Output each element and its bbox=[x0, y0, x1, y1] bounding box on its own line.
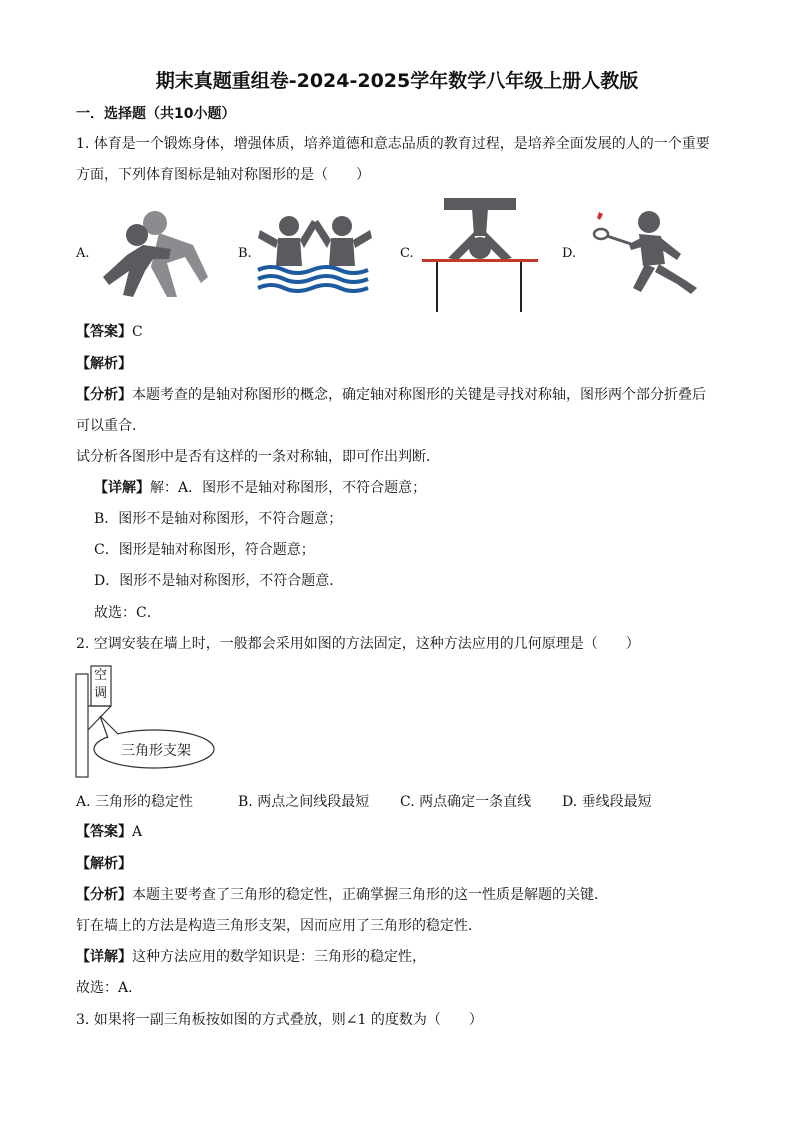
q1-analysis-tag: 【解析】 bbox=[76, 356, 132, 372]
q1-fenxi-text: 本题考查的是轴对称图形的概念，确定轴对称图形的关键是寻找对称轴，图形两个部分折叠后 bbox=[132, 387, 706, 403]
q2-answer bbox=[76, 822, 142, 842]
q1-xiangjie-a bbox=[94, 478, 426, 498]
xiangjie-tag: 【详解】 bbox=[76, 949, 132, 965]
ac-label-char2: 调 bbox=[94, 686, 108, 701]
section-heading: 一．选择题（共10小题） bbox=[76, 106, 236, 122]
handstand-table-icon bbox=[418, 196, 542, 314]
q1-option-c-label: C. bbox=[400, 246, 414, 261]
q2-stem: 2. 空调安装在墙上时，一般都会采用如图的方法固定，这种方法应用的几何原理是（ ） bbox=[76, 636, 640, 652]
q2-option-d: D. 垂线段最短 bbox=[562, 794, 652, 810]
q1-option-d-label: D. bbox=[562, 246, 577, 261]
xiangjie-tag: 【详解】 bbox=[94, 480, 150, 496]
q3-stem: 3. 如果将一副三角板按如图的方式叠放，则∠1 的度数为（ ） bbox=[76, 1012, 483, 1028]
q1-xiangjie-c: C．图形是轴对称图形，符合题意； bbox=[94, 542, 315, 558]
q2-nail-line: 钉在墙上的方法是构造三角形支架，因而应用了三角形的稳定性． bbox=[76, 918, 482, 934]
q1-stem-line2: 方面，下列体育图标是轴对称图形的是（ ） bbox=[76, 167, 370, 183]
wrestling-icon bbox=[93, 205, 223, 300]
q1-answer bbox=[76, 322, 143, 342]
water-polo-icon bbox=[256, 208, 374, 293]
q1-option-a-label: A. bbox=[76, 246, 90, 261]
q2-option-b: B. 两点之间线段最短 bbox=[238, 794, 370, 810]
q1-xiangjie-d: D．图形不是轴对称图形，不符合题意． bbox=[94, 573, 344, 589]
q1-xiangjie-a-text: 解：A．图形不是轴对称图形，不符合题意； bbox=[150, 480, 427, 496]
q1-fenxi-line2: 可以重合． bbox=[76, 418, 146, 434]
answer-tag: 【答案】 bbox=[76, 824, 132, 840]
q2-xiangjie-text: 这种方法应用的数学知识是：三角形的稳定性， bbox=[132, 949, 426, 965]
q2-fenxi-line bbox=[76, 885, 608, 905]
answer-tag: 【答案】 bbox=[76, 324, 132, 340]
bubble-label: 三角形支架 bbox=[121, 743, 191, 759]
badminton-icon bbox=[585, 208, 707, 298]
fenxi-tag: 【分析】 bbox=[76, 387, 132, 403]
q2-answer-value: A bbox=[132, 824, 143, 840]
q2-option-a: A. 三角形的稳定性 bbox=[76, 794, 194, 810]
q2-fenxi-text: 本题主要考查了三角形的稳定性，正确掌握三角形的这一性质是解题的关键． bbox=[132, 887, 608, 903]
q1-fenxi-line1 bbox=[76, 385, 706, 405]
q2-select: 故选：A． bbox=[76, 980, 143, 996]
q1-answer-value: C bbox=[132, 324, 143, 340]
q1-xiangjie-b: B．图形不是轴对称图形，不符合题意； bbox=[94, 511, 343, 527]
ac-label-char1: 空 bbox=[94, 668, 108, 683]
q2-xiangjie-line bbox=[76, 947, 426, 967]
q2-option-c: C. 两点确定一条直线 bbox=[400, 794, 532, 810]
page-title: 期末真题重组卷-2024-2025学年数学八年级上册人教版 bbox=[155, 70, 639, 92]
q1-option-b-label: B. bbox=[238, 246, 252, 261]
q1-stem-line1: 1. 体育是一个锻炼身体，增强体质，培养道德和意志品质的教育过程，是培养全面发展的人的一个重要 bbox=[76, 136, 710, 152]
q1-try-line: 试分析各图形中是否有这样的一条对称轴，即可作出判断． bbox=[76, 449, 440, 465]
fenxi-tag: 【分析】 bbox=[76, 887, 132, 903]
q1-select: 故选：C． bbox=[94, 605, 161, 621]
q2-analysis-tag: 【解析】 bbox=[76, 856, 132, 872]
